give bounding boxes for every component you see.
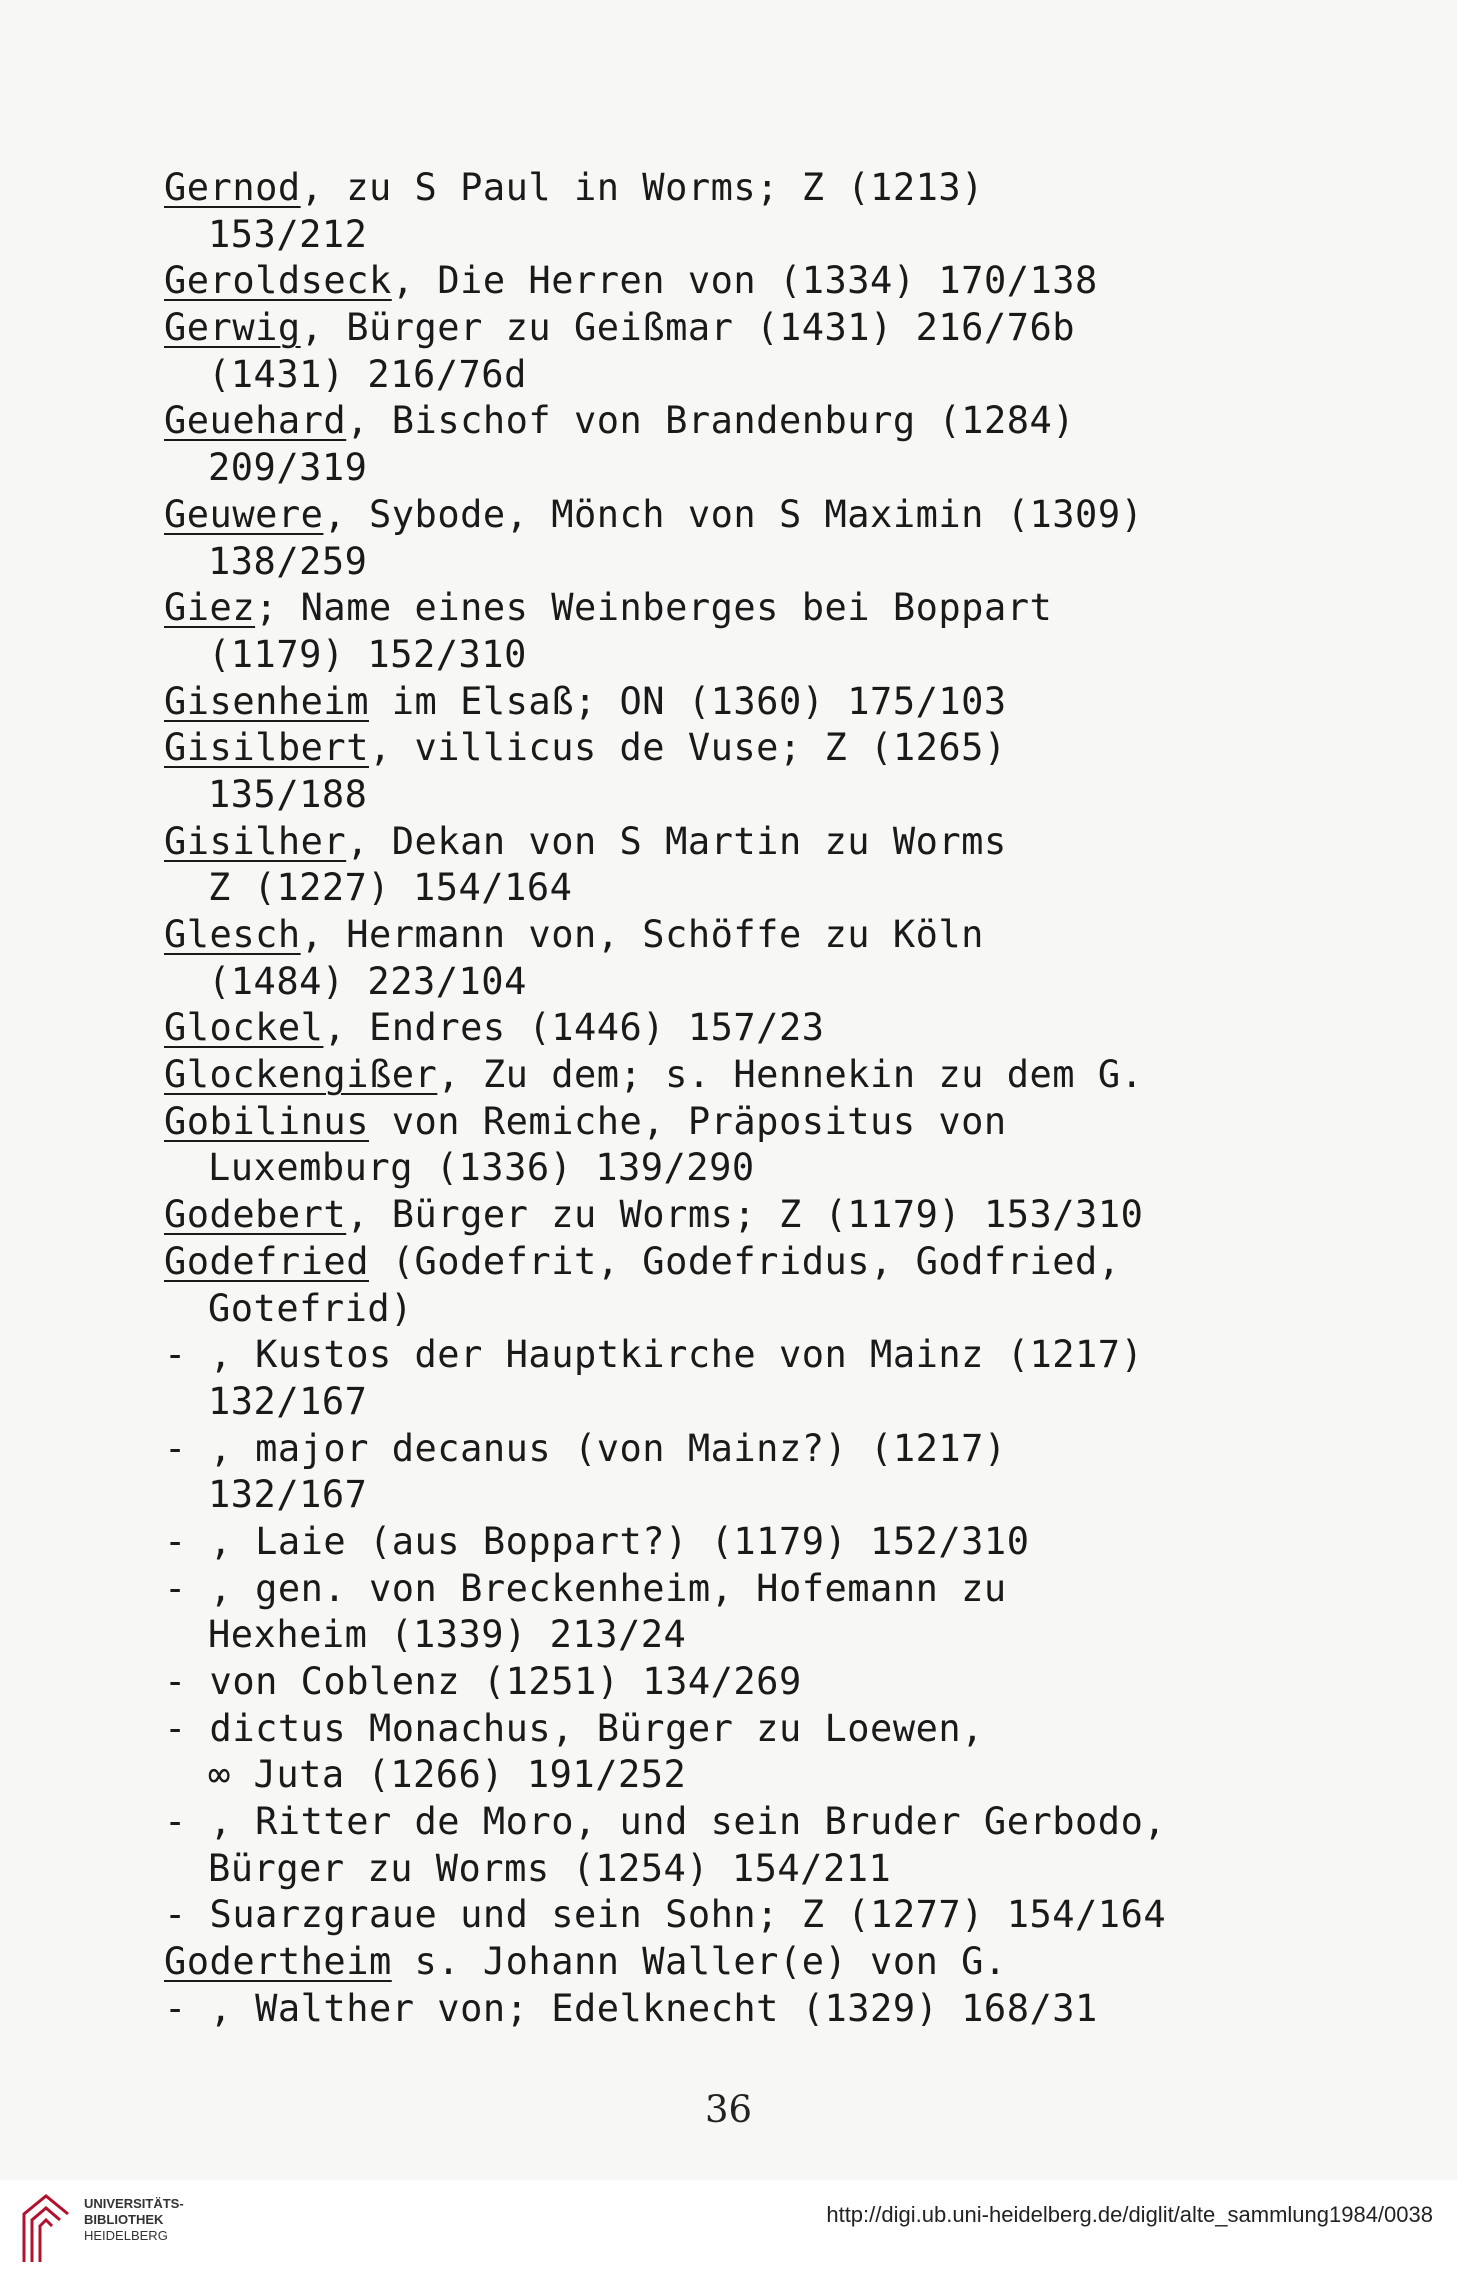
entry-text: s. Johann Waller(e) von G. — [391, 1940, 1007, 1984]
entry-headword: Gerwig — [164, 306, 301, 350]
entry-continuation-text: 132/167 — [208, 1473, 368, 1517]
library-name — [84, 2196, 184, 2244]
entry-headword: Geuwere — [164, 492, 324, 536]
entry-headword: Godefried — [164, 1239, 369, 1283]
entry-continuation-text: 132/167 — [208, 1379, 368, 1423]
entry-text: , Bürger zu Geißmar (1431) 216/76b — [300, 306, 1076, 350]
entry-continuation-line — [164, 1379, 1304, 1426]
entry-continuation-line — [164, 1145, 1304, 1192]
entry-continuation-text: (1484) 223/104 — [208, 959, 527, 1003]
entry-text: ; Name eines Weinberges bei Boppart — [255, 586, 1053, 630]
entry-headword: Gobilinus — [164, 1099, 369, 1143]
entry-line — [164, 1659, 1304, 1706]
entry-headword: Geroldseck — [164, 259, 392, 303]
entry-line — [164, 1239, 1304, 1286]
entry-text: , Endres (1446) 157/23 — [323, 1006, 825, 1050]
entry-continuation-line — [164, 1472, 1304, 1519]
entry-line — [164, 1986, 1304, 2033]
entry-line — [164, 725, 1304, 772]
entry-text: im Elsaß; ON (1360) 175/103 — [368, 679, 1007, 723]
library-name-line-2: BIBLIOTHEK — [84, 2212, 164, 2227]
entry-text: - , Kustos der Hauptkirche von Mainz (1217) — [164, 1333, 1144, 1377]
source-url-link[interactable]: http://digi.ub.uni-heidelberg.de/diglit/alte_sammlung1984/0038 — [826, 2202, 1433, 2227]
entry-continuation-line — [164, 352, 1304, 399]
entry-headword: Geuehard — [164, 399, 347, 443]
entry-line — [164, 492, 1304, 539]
entry-line — [164, 1706, 1304, 1753]
entry-continuation-text: ∞ Juta (1266) 191/252 — [208, 1753, 687, 1797]
entry-continuation-text: Gotefrid) — [208, 1286, 413, 1330]
library-name-line-1: UNIVERSITÄTS- — [84, 2196, 184, 2211]
entry-headword: Glockel — [164, 1006, 324, 1050]
entry-line — [164, 1005, 1304, 1052]
footer-bar — [0, 2180, 1457, 2281]
entry-text: , Sybode, Mönch von S Maximin (1309) — [323, 492, 1144, 536]
entry-continuation-text: Bürger zu Worms (1254) 154/211 — [208, 1846, 892, 1890]
entry-continuation-text: Hexheim (1339) 213/24 — [208, 1613, 687, 1657]
entry-line — [164, 912, 1304, 959]
entry-continuation-text: (1179) 152/310 — [208, 632, 527, 676]
entry-continuation-text: 153/212 — [208, 212, 368, 256]
entry-continuation-line — [164, 445, 1304, 492]
entry-headword: Gisilbert — [164, 726, 369, 770]
entry-line — [164, 1939, 1304, 1986]
entry-text: , Zu dem; s. Hennekin zu dem G. — [437, 1053, 1144, 1097]
entry-text: von Remiche, Präpositus von — [368, 1099, 1007, 1143]
entry-continuation-text: (1431) 216/76d — [208, 352, 527, 396]
entry-continuation-line — [164, 632, 1304, 679]
entry-continuation-line — [164, 1846, 1304, 1893]
entry-continuation-line — [164, 1286, 1304, 1333]
entry-continuation-text: Z (1227) 154/164 — [208, 866, 573, 910]
entry-headword: Godebert — [164, 1193, 347, 1237]
entry-line — [164, 679, 1304, 726]
entry-headword: Gisenheim — [164, 679, 369, 723]
entry-text: , Die Herren von (1334) 170/138 — [391, 259, 1098, 303]
page-number: 36 — [704, 2088, 753, 2131]
entry-text: , Hermann von, Schöffe zu Köln — [300, 913, 984, 956]
entry-headword: Giez — [164, 586, 256, 630]
entry-text: - dictus Monachus, Bürger zu Loewen, — [164, 1706, 984, 1750]
entry-continuation-line — [164, 772, 1304, 819]
entry-text: - , Laie (aus Boppart?) (1179) 152/310 — [164, 1519, 1030, 1563]
entry-text: - , Ritter de Moro, und sein Bruder Gerbodo, — [164, 1800, 1167, 1844]
entry-line — [164, 1332, 1304, 1379]
entry-text: - , gen. von Breckenheim, Hofemann zu — [164, 1566, 1007, 1610]
entry-line — [164, 1099, 1304, 1146]
entry-continuation-line — [164, 1752, 1304, 1799]
entry-continuation-line — [164, 1612, 1304, 1659]
entry-line — [164, 398, 1304, 445]
entry-headword: Glesch — [164, 913, 301, 956]
entry-continuation-text: 135/188 — [208, 772, 368, 816]
entry-line — [164, 1426, 1304, 1473]
entry-continuation-line — [164, 959, 1304, 1006]
entry-text: - von Coblenz (1251) 134/269 — [164, 1660, 802, 1703]
entry-text: - Suarzgraue und sein Sohn; Z (1277) 154/164 — [164, 1893, 1167, 1937]
entry-text: - , Walther von; Edelknecht (1329) 168/31 — [164, 1986, 1098, 2030]
library-name-line-3: HEIDELBERG — [84, 2228, 168, 2243]
entry-line — [164, 585, 1304, 632]
entry-line — [164, 165, 1304, 212]
entry-line — [164, 1799, 1304, 1846]
entry-line — [164, 258, 1304, 305]
entry-continuation-text: 209/319 — [208, 446, 368, 490]
library-logo-icon — [20, 2192, 76, 2264]
entry-text: , Dekan von S Martin zu Worms — [346, 819, 1007, 863]
entry-text: , Bürger zu Worms; Z (1179) 153/310 — [346, 1193, 1144, 1237]
entry-continuation-text: Luxemburg (1336) 139/290 — [208, 1146, 755, 1190]
entry-line — [164, 1519, 1304, 1566]
entry-line — [164, 305, 1304, 352]
entry-text: (Godefrit, Godefridus, Godfried, — [368, 1239, 1121, 1283]
entry-line — [164, 1052, 1304, 1099]
entry-continuation-line — [164, 212, 1304, 259]
entry-text: , zu S Paul in Worms; Z (1213) — [300, 166, 984, 209]
entry-headword: Gernod — [164, 166, 301, 209]
entry-line — [164, 1566, 1304, 1613]
entry-line — [164, 819, 1304, 866]
entry-continuation-text: 138/259 — [208, 539, 368, 583]
entry-line — [164, 1192, 1304, 1239]
entry-headword: Godertheim — [164, 1940, 392, 1984]
entry-headword: Glockengißer — [164, 1053, 438, 1097]
entry-continuation-line — [164, 865, 1304, 912]
entry-continuation-line — [164, 539, 1304, 586]
entry-text: , Bischof von Brandenburg (1284) — [346, 399, 1076, 443]
entry-headword: Gisilher — [164, 819, 347, 863]
entry-text: , villicus de Vuse; Z (1265) — [368, 726, 1007, 770]
entry-text: - , major decanus (von Mainz?) (1217) — [164, 1426, 1007, 1470]
register-entries — [164, 165, 1304, 2033]
entry-line — [164, 1892, 1304, 1939]
